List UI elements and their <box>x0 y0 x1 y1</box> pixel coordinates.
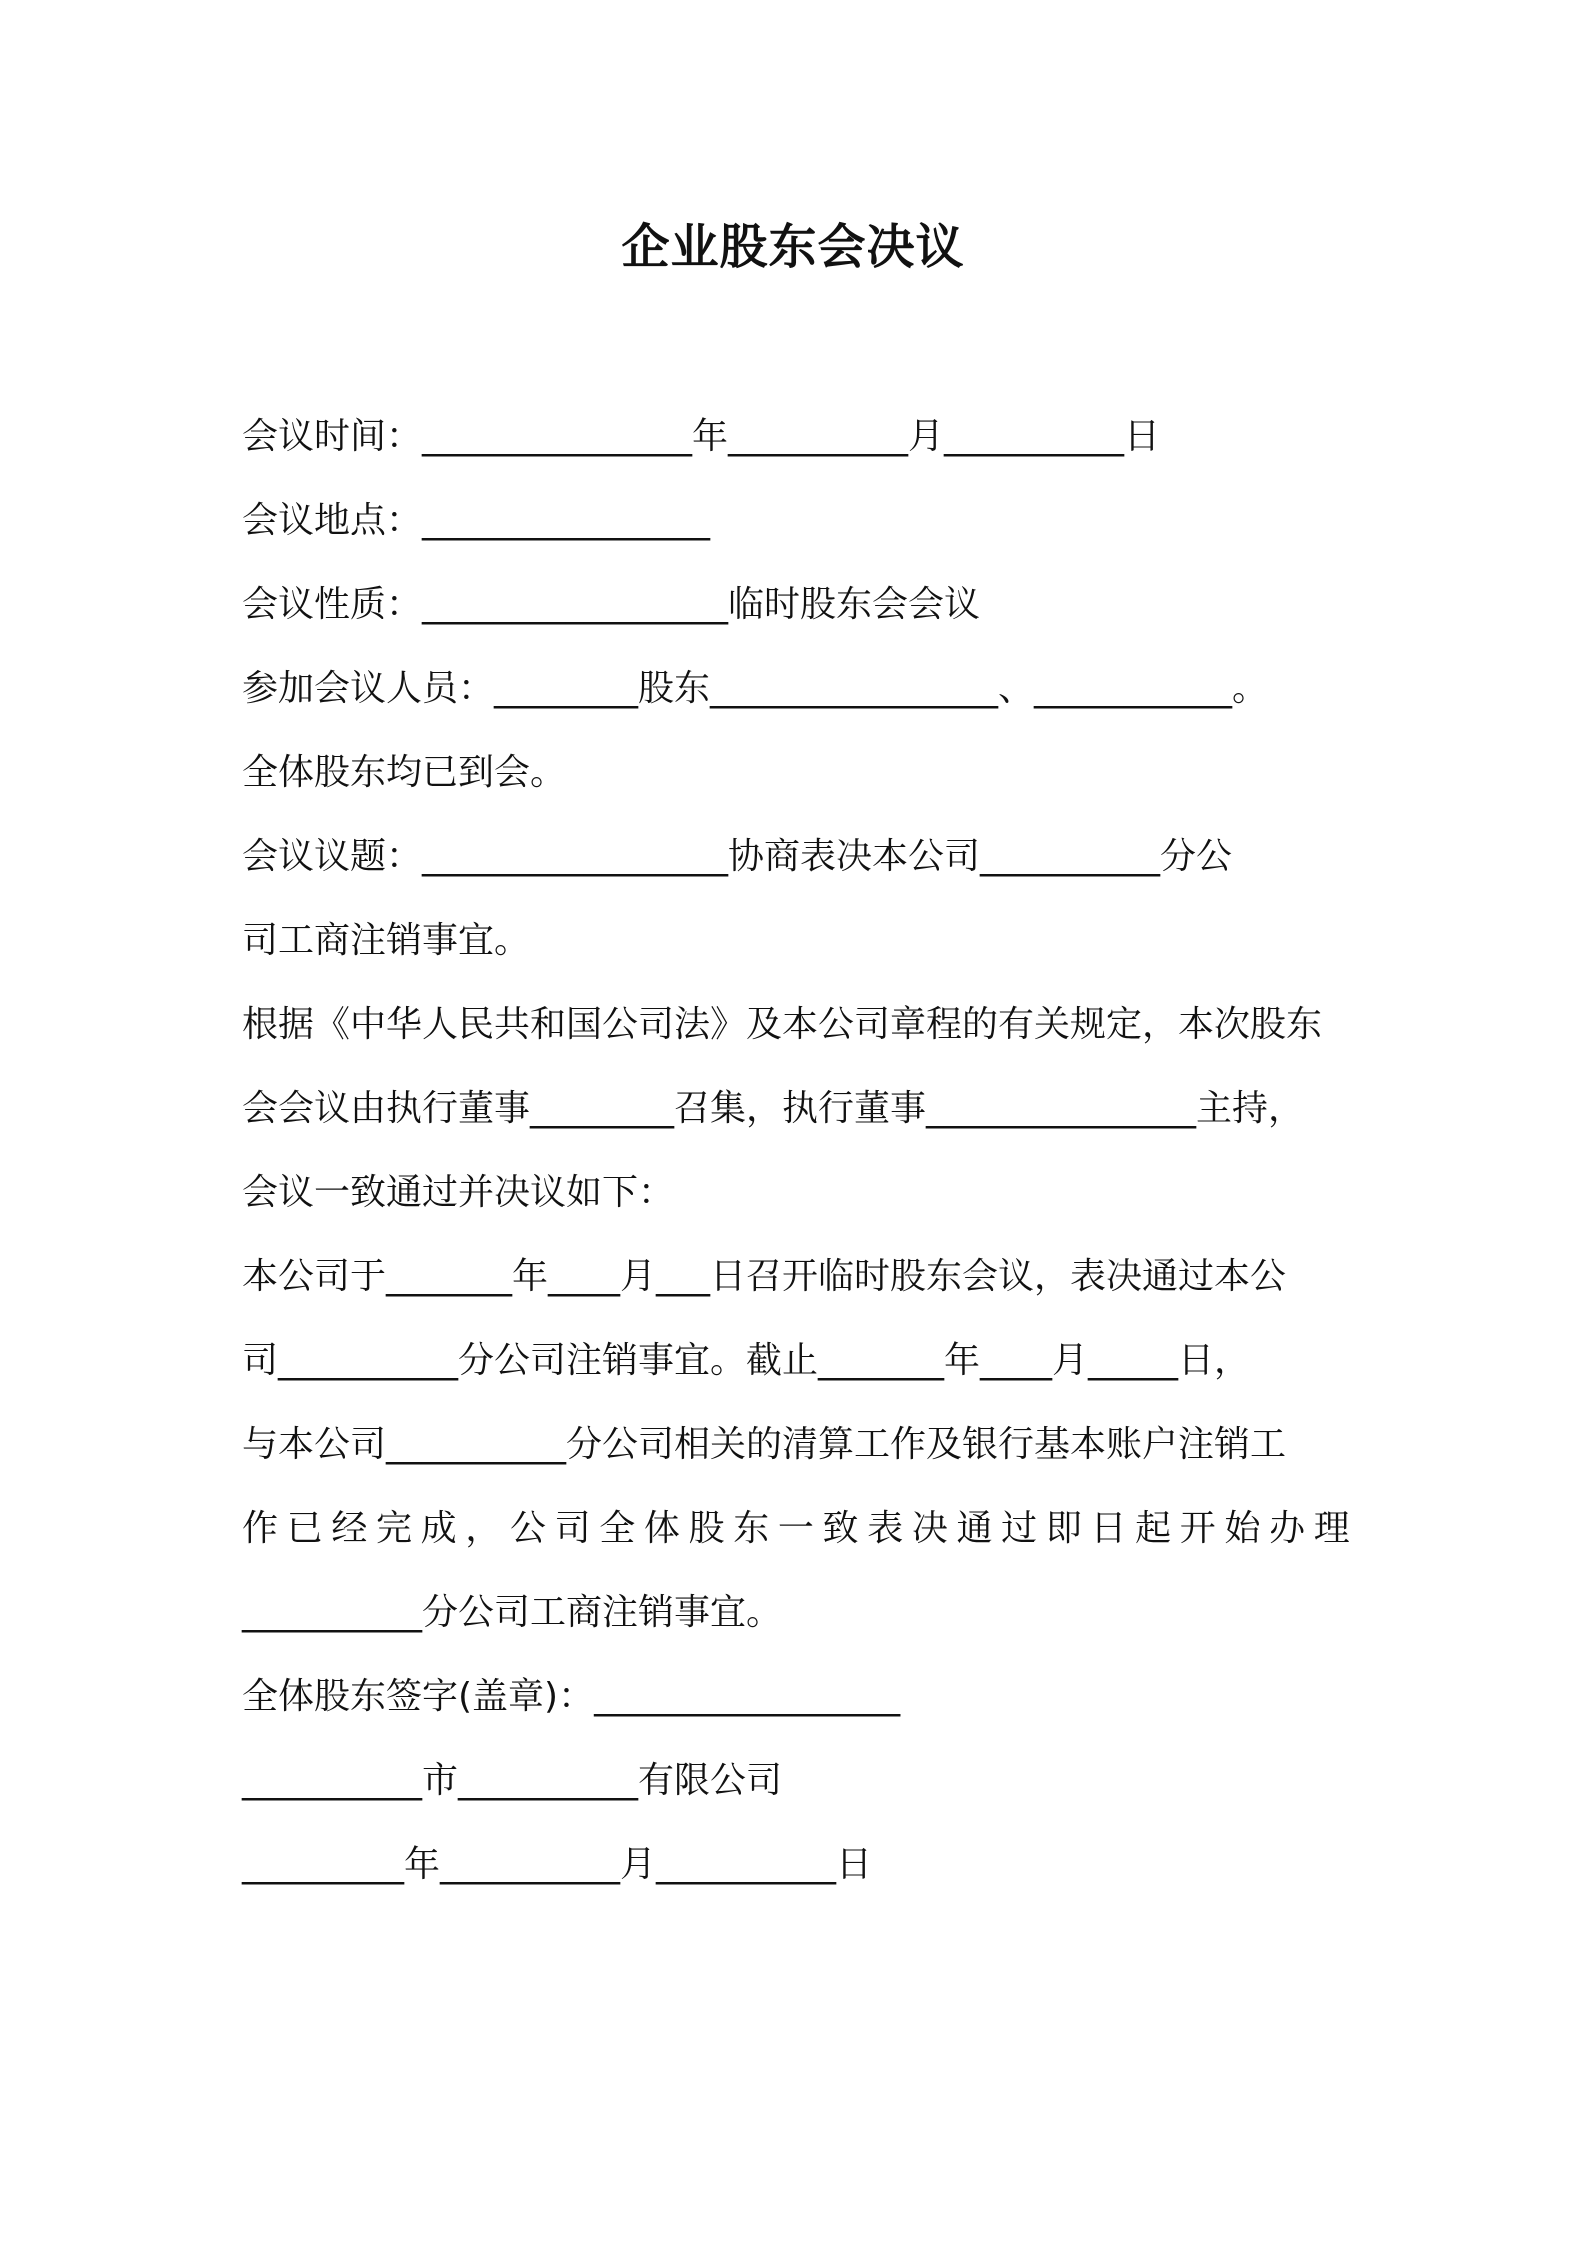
meeting-place-line: 会议地点：________________ <box>242 500 711 541</box>
signature-line: 全体股东签字(盖章)：_________________ <box>242 1676 901 1717</box>
company-name-line: __________市__________有限公司 <box>242 1760 783 1801</box>
attendees-line: 参加会议人员：________股东________________、___________。 <box>242 668 1269 709</box>
convener-line: 会会议由执行董事________召集，执行董事_______________主持， <box>242 1088 1305 1129</box>
resolution-intro-line: 会议一致通过并决议如下： <box>242 1172 675 1213</box>
resolution-basis-line: 根据《中华人民共和国公司法》及本公司章程的有关规定，本次股东 <box>242 1004 1323 1045</box>
date-line: _________年__________月__________日 <box>242 1844 872 1885</box>
resolution-line-1: 本公司于_______年____月___日召开临时股东会议，表决通过本公 <box>242 1256 1287 1297</box>
resolution-line-5: __________分公司工商注销事宜。 <box>242 1592 783 1633</box>
meeting-time-line: 会议时间：_______________年__________月__________日 <box>242 416 1161 457</box>
resolution-line-2: 司__________分公司注销事宜。截止_______年____月_____日， <box>242 1340 1251 1381</box>
meeting-nature-line: 会议性质：_________________临时股东会会议 <box>242 584 981 625</box>
agenda-line-continued: 司工商注销事宜。 <box>242 920 531 961</box>
all-present-line: 全体股东均已到会。 <box>242 752 567 793</box>
agenda-line: 会议议题：_________________协商表决本公司__________分公 <box>242 836 1233 877</box>
resolution-line-4: 作 已 经 完 成 ， 公 司 全 体 股 东 一 致 表 决 通 过 即 日 起 开 始 办 理 <box>242 1508 1350 1549</box>
resolution-line-3: 与本公司__________分公司相关的清算工作及银行基本账户注销工 <box>242 1424 1287 1465</box>
document-title: 企业股东会决议 <box>621 219 965 275</box>
